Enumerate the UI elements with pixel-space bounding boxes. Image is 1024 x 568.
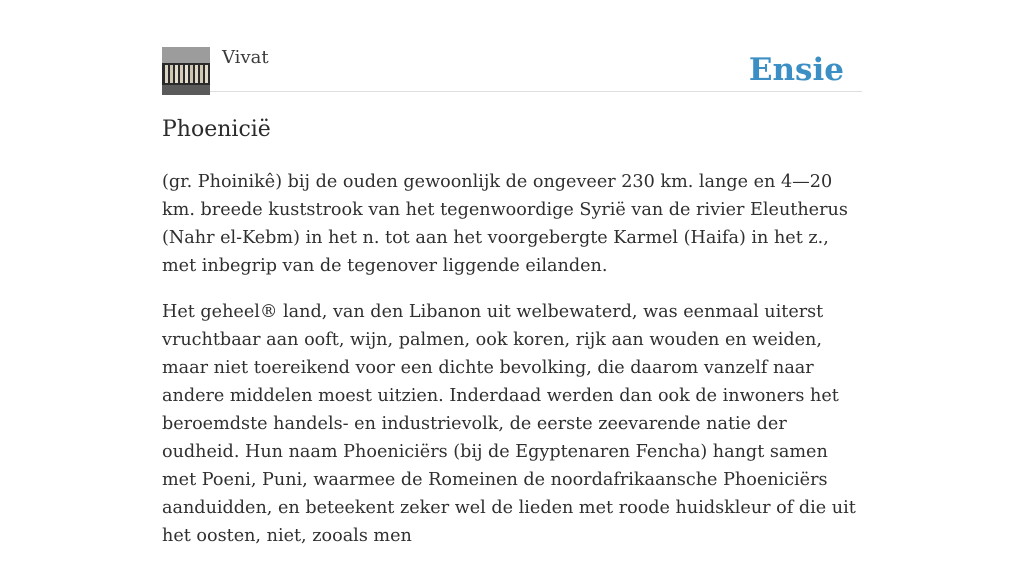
article-body xyxy=(162,168,862,568)
article-header xyxy=(162,0,862,92)
book-spines-avatar-icon xyxy=(162,47,210,95)
article-paragraph: (gr. Phoinikê) bij de ouden gewoonlijk de ongeveer 230 km. lange en 4—20 km. breede kuststrook van het tegenwoordige Syrië van de rivier Eleutherus (Nahr el-Kebm) in het n. tot aan het voorgebergte Karmel (Haifa) in het z., met inbegrip van de tegenover liggende eilanden. xyxy=(162,172,848,276)
author-avatar[interactable] xyxy=(162,47,210,95)
article-paragraph: Het geheel® land, van den Libanon uit welbewaterd, was eenmaal uiterst vruchtbaar aan ooft, wijn, palmen, ook koren, rijk aan wouden en weiden, maar niet toereikend voor een dichte bevolking, die daarom vanzelf naar andere middelen moest uitzien. Inderdaad werden dan ook de inwoners het beroemdste handels- en industrievolk, de eerste zeevarende natie der oudheid. Hun naam Phoeniciërs (bij de Egyptenaren Fencha) hangt samen met Poeni, Puni, waarmee de Romeinen de noordafrikaansche Phoeniciërs aanduidden, en beteekent zeker wel de lieden met roode huidskleur of die uit het oosten, niet, zooals men xyxy=(162,302,856,546)
ensie-logo-link[interactable]: Ensie xyxy=(748,52,844,88)
article-title: Phoenicië xyxy=(162,117,271,142)
article-page xyxy=(162,0,862,546)
author-name-link[interactable]: Vivat xyxy=(222,47,269,68)
